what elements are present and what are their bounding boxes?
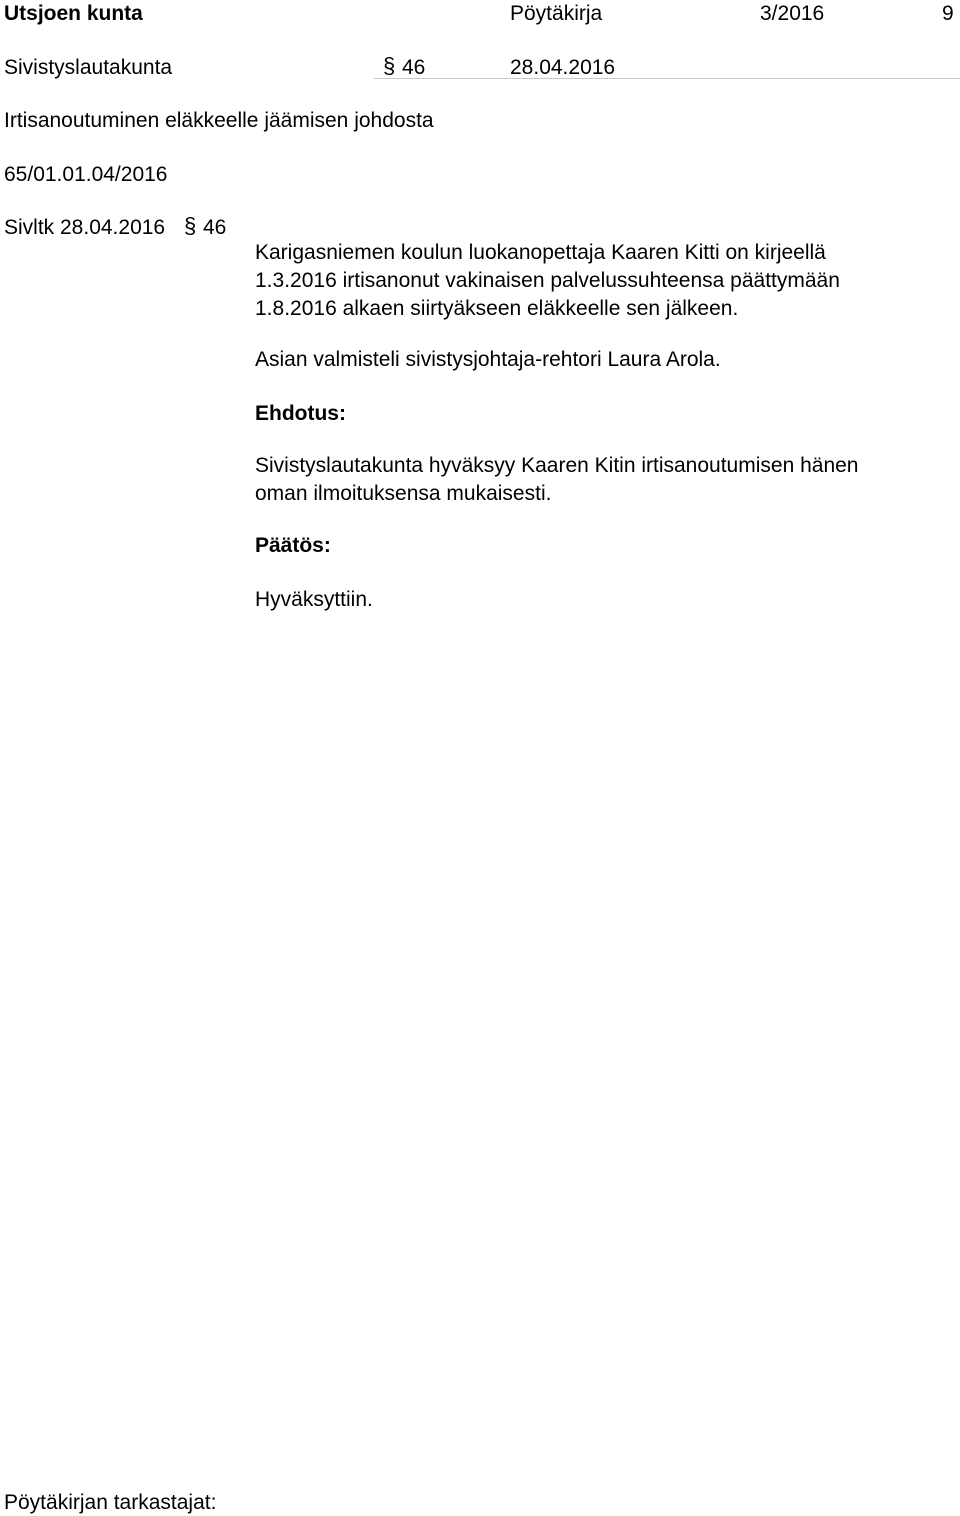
description-paragraph [255,239,945,323]
minutes-inspectors-label: Pöytäkirjan tarkastajat: [4,1491,217,1514]
paragraph-line: Sivistyslautakunta hyväksyy Kaaren Kitin irtisanoutumisen hänen [255,454,859,477]
diary-number: 65/01.01.04/2016 [4,163,168,186]
section-sign: § [383,53,396,78]
decision-paragraph [255,586,945,614]
paragraph-line: 1.8.2016 alkaen siirtyäkseen eläkkeelle sen jälkeen. [255,297,739,320]
page-number: 9 [942,2,954,25]
reference-section-number: 46 [203,216,227,239]
paragraph-line: Hyväksyttiin. [255,588,373,611]
document-number: 3/2016 [760,2,825,25]
document-type: Pöytäkirja [510,2,603,25]
heading-text: Päätös: [255,534,331,557]
header-divider [374,78,960,79]
meeting-date: 28.04.2016 [510,56,616,79]
heading-text: Ehdotus: [255,402,346,425]
committee-name: Sivistyslautakunta [4,56,173,79]
proposal-paragraph [255,452,945,508]
preparer-paragraph [255,346,945,374]
paragraph-line: Asian valmisteli sivistysjohtaja-rehtori Laura Arola. [255,348,721,371]
section-number: 46 [402,56,426,79]
reference-label: Sivltk 28.04.2016 [4,216,166,239]
paragraph-line: oman ilmoituksensa mukaisesti. [255,482,552,505]
paragraph-line: 1.3.2016 irtisanonut vakinaisen palvelussuhteensa päättymään [255,269,840,292]
reference-section-sign: § [184,213,197,238]
decision-heading [255,532,945,560]
item-title: Irtisanoutuminen eläkkeelle jäämisen johdosta [4,109,434,132]
paragraph-line: Karigasniemen koulun luokanopettaja Kaaren Kitti on kirjeellä [255,241,826,264]
municipality-name: Utsjoen kunta [4,2,143,25]
proposal-heading [255,400,945,428]
